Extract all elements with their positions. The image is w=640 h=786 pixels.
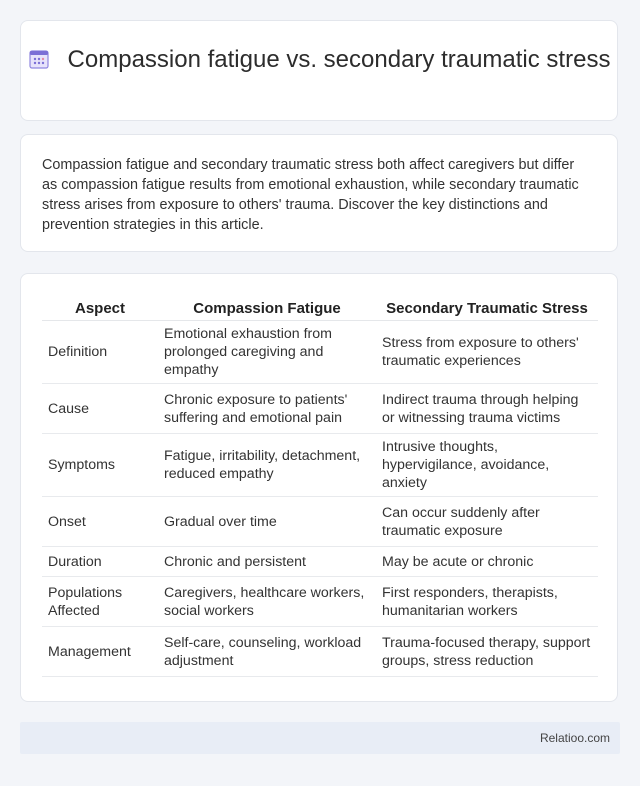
row-compassion-fatigue: Chronic and persistent	[158, 547, 376, 577]
row-compassion-fatigue: Fatigue, irritability, detachment, reduced empathy	[158, 434, 376, 497]
page-title: Compassion fatigue vs. secondary traumatic stress	[67, 46, 611, 73]
table-row	[42, 434, 598, 497]
row-aspect: Duration	[42, 547, 158, 577]
row-secondary-traumatic-stress: Intrusive thoughts, hypervigilance, avoidance, anxiety	[376, 434, 598, 497]
intro-paragraph: Compassion fatigue and secondary traumatic stress both affect caregivers but differ as compassion fatigue results from emotional exhaustion, while secondary traumatic stress arises from exposure to others' trauma. Discover the key distinctions and prevention strategies in this article.	[42, 157, 579, 233]
row-secondary-traumatic-stress: Indirect trauma through helping or witnessing trauma victims	[376, 384, 598, 434]
row-secondary-traumatic-stress: Can occur suddenly after traumatic exposure	[376, 497, 598, 547]
row-secondary-traumatic-stress: May be acute or chronic	[376, 547, 598, 577]
table-header-row	[42, 296, 598, 321]
title-card	[20, 20, 618, 121]
table-row	[42, 577, 598, 627]
row-aspect: Symptoms	[42, 434, 158, 497]
table-row	[42, 547, 598, 577]
table-row	[42, 321, 598, 384]
row-secondary-traumatic-stress: First responders, therapists, humanitarian workers	[376, 577, 598, 627]
footer-brand-link[interactable]: Relatioo.com	[539, 731, 610, 745]
row-aspect: Populations Affected	[42, 577, 158, 627]
row-aspect: Cause	[42, 384, 158, 434]
intro-card	[20, 134, 618, 252]
page-title-block	[21, 45, 617, 75]
table-row	[42, 384, 598, 434]
footer-bar	[20, 722, 620, 754]
comparison-card	[20, 273, 618, 702]
row-aspect: Onset	[42, 497, 158, 547]
header-compassion-fatigue: Compassion Fatigue	[158, 296, 376, 321]
calendar-icon	[28, 48, 50, 70]
row-compassion-fatigue: Emotional exhaustion from prolonged caregiving and empathy	[158, 321, 376, 384]
row-aspect: Definition	[42, 321, 158, 384]
row-compassion-fatigue: Chronic exposure to patients' suffering and emotional pain	[158, 384, 376, 434]
row-compassion-fatigue: Self-care, counseling, workload adjustment	[158, 627, 376, 677]
header-secondary-traumatic-stress: Secondary Traumatic Stress	[376, 296, 598, 321]
table-row	[42, 497, 598, 547]
row-aspect: Management	[42, 627, 158, 677]
row-secondary-traumatic-stress: Stress from exposure to others' traumatic experiences	[376, 321, 598, 384]
row-compassion-fatigue: Gradual over time	[158, 497, 376, 547]
row-secondary-traumatic-stress: Trauma-focused therapy, support groups, stress reduction	[376, 627, 598, 677]
table-row	[42, 627, 598, 677]
comparison-table	[42, 296, 598, 677]
header-aspect: Aspect	[42, 296, 158, 321]
row-compassion-fatigue: Caregivers, healthcare workers, social workers	[158, 577, 376, 627]
